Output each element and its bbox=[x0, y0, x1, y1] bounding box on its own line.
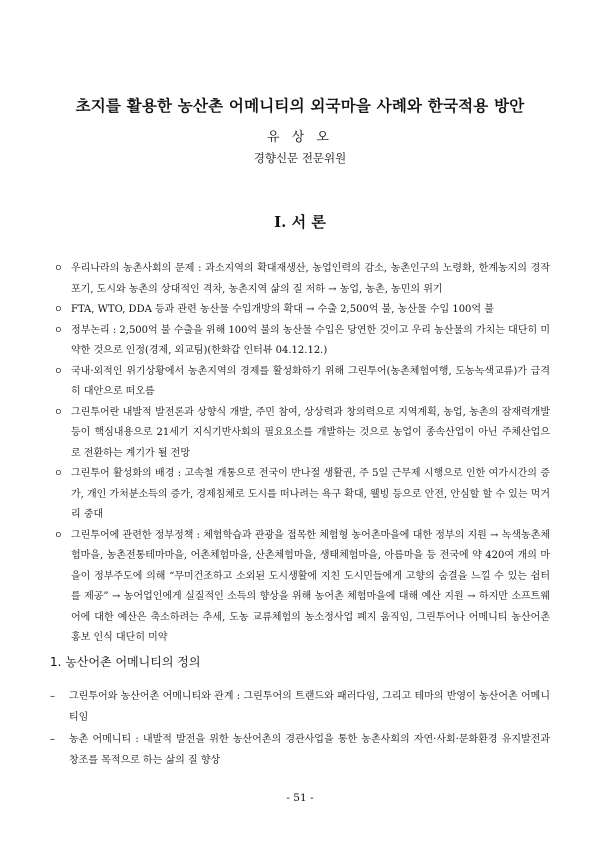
bullet-item: ㅇ 국내·외적인 위기상황에서 농촌지역의 경제를 활성화하기 위해 그린투어(농촌체험여행, 도농녹색교류)가 급격히 대안으로 떠오름 bbox=[54, 362, 550, 403]
bullet-item: ㅇ 그린투어 활성화의 배경 : 고속철 개통으로 전국이 반나절 생활권, 주 5일 근무제 시행으로 인한 여가시간의 증가, 개인 가처분소득의 증가, 경제침체로 도시를 떠나려는 욕구 확대, 웰빙 등으로 안전, 안심할 할 수 있는 먹거리 중대 bbox=[54, 464, 550, 526]
introduction-bullet-list bbox=[54, 259, 550, 649]
bullet-item: ㅇ 정부논리 : 2,500억 불 수출을 위해 100억 불의 농산물 수입은 당연한 것이고 우리 농산물의 가치는 대단히 미약한 것으로 인정(경제, 외교팀)(한화갑 인터뷰 04.12.12.) bbox=[54, 321, 550, 362]
author-name: 유 상 오 bbox=[267, 130, 333, 145]
dash-item: – 그린투어와 농산어촌 어메니티와 관계 : 그린투어의 트랜드와 패러다임, 그리고 테마의 반영이 농산어촌 어메니티임 bbox=[50, 687, 550, 728]
amenity-definition-list bbox=[50, 687, 550, 773]
bullet-item: ㅇ 그린투어란 내발적 발전론과 상향식 개발, 주민 참여, 상상력과 창의력으로 지역계획, 농업, 농촌의 잠재력개발 등이 핵심내용으로 21세기 지식기반사회의 필요요소를 개발하는 것으로 농업이 종속산업이 아닌 주체산업으로 전환하는 계기가 될 전망 bbox=[54, 403, 550, 465]
section-heading-introduction: Ⅰ. 서 론 bbox=[274, 213, 326, 231]
document-title: 초지를 활용한 농산촌 어메니티의 외국마을 사례와 한국적용 방안 bbox=[75, 97, 525, 115]
author-affiliation: 경향신문 전문위원 bbox=[253, 151, 347, 165]
page-number: - 51 - bbox=[286, 792, 314, 804]
dash-item: – 농촌 어메니티 : 내발적 발전을 위한 농산어촌의 경관사업을 통한 농촌사회의 자연·사회·문화환경 유지발전과 창조를 목적으로 하는 삶의 질 향상 bbox=[50, 730, 550, 771]
bullet-item: ㅇ FTA, WTO, DDA 등과 관련 농산물 수입개방의 확대 → 수출 2,500억 불, 농산물 수입 100억 불 bbox=[54, 300, 550, 321]
bullet-item: ㅇ 우리나라의 농촌사회의 문제 : 과소지역의 확대재생산, 농업인력의 감소, 농촌인구의 노령화, 한계농지의 경작포기, 도시와 농촌의 상대적인 격차, 농촌지역 삶의 질 저하 → 농업, 농촌, 농민의 위기 bbox=[54, 259, 550, 300]
bullet-item: ㅇ 그린투어에 관련한 정부정책 : 체험학습과 관광을 접목한 체험형 농어촌마을에 대한 정부의 지원 → 녹색농촌체험마을, 농촌전통테마마을, 어촌체험마을, 산촌체험마을, 생태체험마을, 아름마을 등 전국에 약 420여 개의 마을이 정부주도에 의해 “무미건조하고 소외된 도시생활에 지친 도시민들에게 고향의 숨결을 느낄 수 있는 쉼터를 제공” → 농어업인에게 실질적인 소득의 향상을 위해 농어촌 체험마을에 대해 예산 지원 → 하지만 소프트웨어에 대한 예산은 축소하려는 추세, 도농 교류체험의 농소정사업 폐지 움직임, 그린투어나 어메니티 농산어촌 홍보 인식 대단히 미약 bbox=[54, 526, 550, 649]
subsection-heading-amenity-definition: 1. 농산어촌 어메니티의 정의 bbox=[50, 655, 201, 669]
